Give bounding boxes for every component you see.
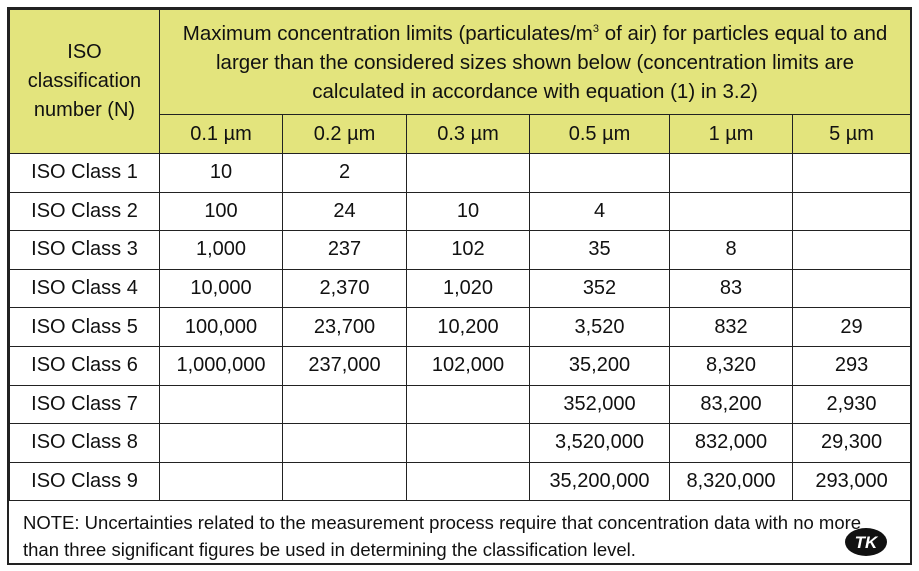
size-header: 5 µm [793,115,911,154]
concentration-cell [670,192,793,231]
concentration-cell [160,462,283,501]
iso-class-cell: ISO Class 4 [10,269,160,308]
size-header: 0.1 µm [160,115,283,154]
iso-class-cell: ISO Class 3 [10,231,160,270]
logo-text: TK [854,533,878,552]
iso-header-line: classification [27,70,142,92]
table-row [10,346,911,385]
concentration-cell: 35,200,000 [530,462,670,501]
concentration-cell: 102,000 [407,346,530,385]
concentration-cell: 35 [530,231,670,270]
concentration-cell: 102 [407,231,530,270]
concentration-cell: 1,000,000 [160,346,283,385]
iso-class-cell: ISO Class 1 [10,154,160,193]
concentration-cell: 8 [670,231,793,270]
concentration-cell: 3,520,000 [530,424,670,463]
iso-class-cell: ISO Class 8 [10,424,160,463]
table-row [10,192,911,231]
concentration-cell [407,154,530,193]
concentration-cell: 8,320 [670,346,793,385]
iso-classification-table [9,9,911,501]
concentration-cell: 293 [793,346,911,385]
concentration-cell: 1,020 [407,269,530,308]
concentration-cell: 832,000 [670,424,793,463]
concentration-cell: 237 [283,231,407,270]
concentration-cell: 83 [670,269,793,308]
concentration-cell: 8,320,000 [670,462,793,501]
iso-class-cell: ISO Class 6 [10,346,160,385]
concentration-cell [407,424,530,463]
concentration-cell: 23,700 [283,308,407,347]
note-text [9,502,910,563]
concentration-cell: 2 [283,154,407,193]
concentration-cell: 29 [793,308,911,347]
concentration-cell: 10,200 [407,308,530,347]
concentration-cell [160,424,283,463]
iso-class-cell: ISO Class 9 [10,462,160,501]
size-header: 1 µm [670,115,793,154]
concentration-cell [793,192,911,231]
concentration-cell: 10 [407,192,530,231]
concentration-cell: 10 [160,154,283,193]
concentration-cell: 10,000 [160,269,283,308]
concentration-cell [670,154,793,193]
concentration-cell: 832 [670,308,793,347]
table-row [10,154,911,193]
concentration-cell [530,154,670,193]
iso-class-cell: ISO Class 2 [10,192,160,231]
table-body [10,154,911,501]
concentration-cell [283,462,407,501]
concentration-header [160,10,911,115]
note-body: NOTE: Uncertainties related to the measurement process require that concentration data with no more than three significant figures be used in determining the classification level. [23,512,862,560]
iso-header-line: ISO [67,41,102,63]
concentration-cell [407,385,530,424]
iso-classification-table-panel [7,7,912,565]
concentration-cell [160,385,283,424]
table-row [10,462,911,501]
tk-logo-icon [844,527,888,557]
iso-class-cell: ISO Class 7 [10,385,160,424]
concentration-header-post: of air) for particles equal to and larger than the considered sizes shown below (concentration limits are calculated in accordance with equation (1) in 3.2) [215,21,888,103]
iso-class-cell: ISO Class 5 [10,308,160,347]
concentration-cell: 100,000 [160,308,283,347]
concentration-cell [793,269,911,308]
concentration-cell [793,231,911,270]
table-row [10,308,911,347]
concentration-cell: 2,930 [793,385,911,424]
concentration-cell: 35,200 [530,346,670,385]
concentration-cell: 24 [283,192,407,231]
concentration-cell: 4 [530,192,670,231]
iso-class-header [10,10,160,154]
concentration-cell: 293,000 [793,462,911,501]
concentration-cell [407,462,530,501]
table-row [10,424,911,463]
concentration-cell [793,154,911,193]
concentration-cell [283,385,407,424]
size-header: 0.2 µm [283,115,407,154]
concentration-cell: 1,000 [160,231,283,270]
concentration-header-pre: Maximum concentration limits (particulates/m [182,21,593,45]
concentration-cell: 83,200 [670,385,793,424]
table-row [10,269,911,308]
concentration-cell: 29,300 [793,424,911,463]
table-row [10,231,911,270]
table-row [10,385,911,424]
size-header: 0.5 µm [530,115,670,154]
concentration-cell: 237,000 [283,346,407,385]
concentration-header-sup: 3 [592,22,600,35]
concentration-cell: 352 [530,269,670,308]
concentration-cell: 100 [160,192,283,231]
iso-header-line: number (N) [33,99,136,121]
concentration-cell: 3,520 [530,308,670,347]
concentration-cell: 352,000 [530,385,670,424]
concentration-cell [283,424,407,463]
size-header: 0.3 µm [407,115,530,154]
concentration-cell: 2,370 [283,269,407,308]
